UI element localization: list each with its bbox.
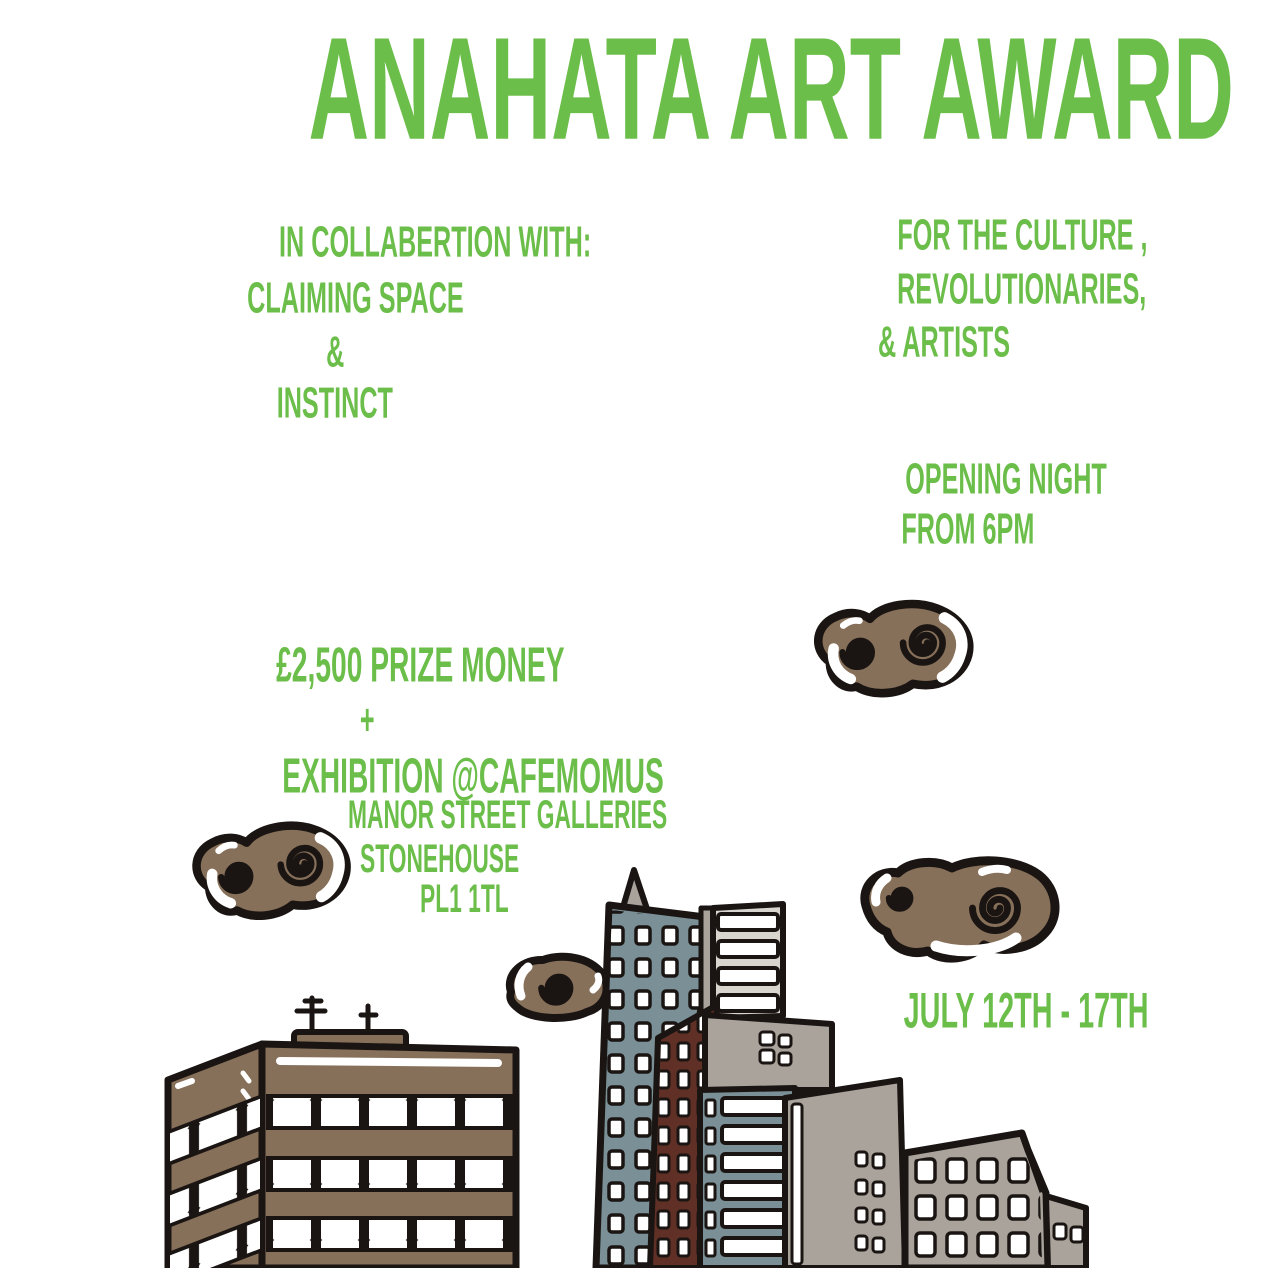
stacked-floors-tower <box>701 904 783 1018</box>
partner-ampersand: & <box>325 326 345 376</box>
exhibition-line: EXHIBITION @CAFEMOMUS <box>282 747 664 803</box>
far-right-building <box>1046 1196 1086 1268</box>
venue-area-line: STONEHOUSE <box>360 837 520 882</box>
venue-gallery-line: MANOR STREET GALLERIES <box>348 793 668 838</box>
mid-gray-building <box>785 1080 905 1268</box>
lower-teal-block <box>700 1088 795 1268</box>
collaboration-heading: IN COLLABERTION WITH: <box>279 216 592 266</box>
partner-instinct: INSTINCT <box>276 377 394 427</box>
dates-line: JULY 12TH - 17TH <box>903 983 1149 1039</box>
prize-money-line: £2,500 PRIZE MONEY <box>276 636 565 692</box>
venue-postcode-line: PL1 1TL <box>420 877 509 922</box>
opening-night-line: OPENING NIGHT <box>905 453 1107 503</box>
plus-sign: + <box>360 694 375 744</box>
gray-slab-building <box>705 1015 832 1090</box>
partner-claiming-space: CLAIMING SPACE <box>247 272 464 322</box>
poster-title: ANAHATA ART AWARD <box>308 6 1234 170</box>
right-grid-building <box>905 1133 1048 1268</box>
audience-line-1: FOR THE CULTURE , <box>897 209 1148 259</box>
left-office-building <box>168 998 516 1268</box>
swirl-cloud-icon <box>795 595 985 700</box>
audience-line-2: REVOLUTIONARIES, <box>897 263 1147 313</box>
city-skyline-illustration <box>0 848 1263 1268</box>
opening-time-line: FROM 6PM <box>901 503 1035 553</box>
audience-line-3: & ARTISTS <box>877 316 1011 366</box>
